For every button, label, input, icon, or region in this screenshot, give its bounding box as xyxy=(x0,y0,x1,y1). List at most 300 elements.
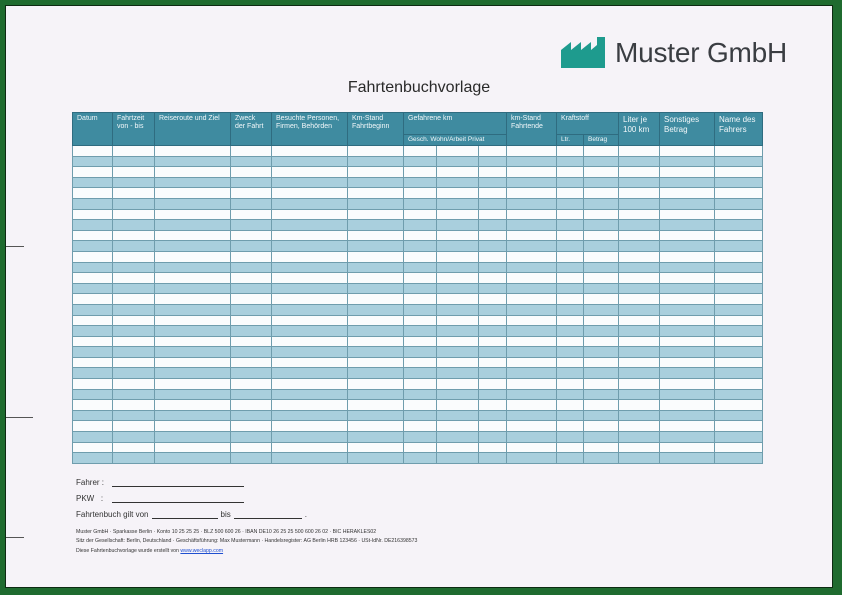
table-cell[interactable] xyxy=(619,209,660,220)
table-cell[interactable] xyxy=(113,251,155,262)
table-cell[interactable] xyxy=(715,304,763,315)
table-cell[interactable] xyxy=(272,357,348,368)
table-cell[interactable] xyxy=(73,379,113,390)
table-cell[interactable] xyxy=(584,326,619,337)
table-cell[interactable] xyxy=(715,336,763,347)
table-cell[interactable] xyxy=(479,336,507,347)
table-cell[interactable] xyxy=(113,379,155,390)
table-cell[interactable] xyxy=(715,230,763,241)
table-cell[interactable] xyxy=(437,251,479,262)
table-cell[interactable] xyxy=(437,177,479,188)
table-cell[interactable] xyxy=(231,251,272,262)
table-cell[interactable] xyxy=(507,379,557,390)
table-cell[interactable] xyxy=(660,357,715,368)
table-cell[interactable] xyxy=(231,347,272,358)
table-cell[interactable] xyxy=(557,315,584,326)
table-cell[interactable] xyxy=(348,389,404,400)
table-cell[interactable] xyxy=(660,283,715,294)
table-cell[interactable] xyxy=(557,209,584,220)
table-cell[interactable] xyxy=(155,146,231,157)
table-cell[interactable] xyxy=(660,294,715,305)
table-cell[interactable] xyxy=(437,410,479,421)
table-cell[interactable] xyxy=(231,357,272,368)
table-cell[interactable] xyxy=(404,251,437,262)
table-cell[interactable] xyxy=(619,442,660,453)
table-cell[interactable] xyxy=(479,156,507,167)
table-cell[interactable] xyxy=(272,421,348,432)
table-cell[interactable] xyxy=(507,241,557,252)
table-cell[interactable] xyxy=(557,389,584,400)
table-cell[interactable] xyxy=(584,241,619,252)
table-cell[interactable] xyxy=(272,304,348,315)
table-cell[interactable] xyxy=(660,315,715,326)
table-cell[interactable] xyxy=(619,432,660,443)
table-cell[interactable] xyxy=(660,432,715,443)
table-cell[interactable] xyxy=(660,347,715,358)
table-cell[interactable] xyxy=(507,198,557,209)
table-cell[interactable] xyxy=(479,146,507,157)
table-cell[interactable] xyxy=(584,230,619,241)
table-cell[interactable] xyxy=(584,410,619,421)
table-cell[interactable] xyxy=(557,188,584,199)
table-cell[interactable] xyxy=(113,146,155,157)
table-cell[interactable] xyxy=(155,304,231,315)
table-cell[interactable] xyxy=(155,209,231,220)
table-cell[interactable] xyxy=(619,357,660,368)
table-cell[interactable] xyxy=(660,421,715,432)
table-cell[interactable] xyxy=(619,198,660,209)
table-cell[interactable] xyxy=(155,198,231,209)
table-cell[interactable] xyxy=(715,283,763,294)
table-cell[interactable] xyxy=(348,241,404,252)
table-cell[interactable] xyxy=(404,326,437,337)
table-cell[interactable] xyxy=(557,400,584,411)
table-cell[interactable] xyxy=(73,453,113,464)
table-cell[interactable] xyxy=(479,432,507,443)
table-cell[interactable] xyxy=(584,188,619,199)
table-cell[interactable] xyxy=(348,410,404,421)
table-cell[interactable] xyxy=(715,453,763,464)
table-cell[interactable] xyxy=(113,188,155,199)
table-cell[interactable] xyxy=(584,368,619,379)
table-cell[interactable] xyxy=(348,220,404,231)
table-cell[interactable] xyxy=(619,304,660,315)
table-cell[interactable] xyxy=(348,198,404,209)
table-cell[interactable] xyxy=(437,357,479,368)
table-cell[interactable] xyxy=(619,273,660,284)
table-cell[interactable] xyxy=(231,315,272,326)
table-cell[interactable] xyxy=(507,262,557,273)
table-cell[interactable] xyxy=(348,326,404,337)
table-cell[interactable] xyxy=(437,389,479,400)
table-cell[interactable] xyxy=(507,432,557,443)
table-cell[interactable] xyxy=(404,315,437,326)
table-cell[interactable] xyxy=(557,294,584,305)
table-cell[interactable] xyxy=(584,442,619,453)
table-cell[interactable] xyxy=(231,156,272,167)
table-cell[interactable] xyxy=(113,156,155,167)
table-cell[interactable] xyxy=(113,400,155,411)
table-cell[interactable] xyxy=(479,368,507,379)
table-cell[interactable] xyxy=(155,368,231,379)
table-cell[interactable] xyxy=(479,230,507,241)
table-cell[interactable] xyxy=(584,294,619,305)
table-cell[interactable] xyxy=(231,304,272,315)
table-cell[interactable] xyxy=(507,315,557,326)
table-cell[interactable] xyxy=(479,442,507,453)
table-cell[interactable] xyxy=(272,230,348,241)
table-cell[interactable] xyxy=(715,188,763,199)
table-cell[interactable] xyxy=(619,410,660,421)
table-cell[interactable] xyxy=(73,442,113,453)
table-cell[interactable] xyxy=(348,251,404,262)
table-cell[interactable] xyxy=(557,442,584,453)
table-cell[interactable] xyxy=(73,156,113,167)
table-cell[interactable] xyxy=(272,453,348,464)
table-cell[interactable] xyxy=(272,273,348,284)
table-cell[interactable] xyxy=(73,389,113,400)
table-cell[interactable] xyxy=(557,368,584,379)
table-cell[interactable] xyxy=(660,453,715,464)
table-cell[interactable] xyxy=(404,146,437,157)
table-cell[interactable] xyxy=(437,294,479,305)
table-cell[interactable] xyxy=(507,146,557,157)
table-cell[interactable] xyxy=(715,209,763,220)
table-cell[interactable] xyxy=(404,198,437,209)
table-cell[interactable] xyxy=(155,220,231,231)
table-cell[interactable] xyxy=(715,167,763,178)
table-cell[interactable] xyxy=(272,379,348,390)
table-cell[interactable] xyxy=(479,220,507,231)
table-cell[interactable] xyxy=(479,209,507,220)
table-cell[interactable] xyxy=(155,230,231,241)
table-cell[interactable] xyxy=(404,209,437,220)
table-cell[interactable] xyxy=(348,421,404,432)
table-cell[interactable] xyxy=(348,336,404,347)
table-cell[interactable] xyxy=(113,315,155,326)
table-cell[interactable] xyxy=(619,167,660,178)
table-cell[interactable] xyxy=(113,442,155,453)
table-cell[interactable] xyxy=(113,336,155,347)
table-cell[interactable] xyxy=(231,198,272,209)
table-cell[interactable] xyxy=(619,230,660,241)
table-cell[interactable] xyxy=(155,188,231,199)
table-cell[interactable] xyxy=(584,432,619,443)
table-cell[interactable] xyxy=(660,262,715,273)
table-cell[interactable] xyxy=(660,410,715,421)
table-cell[interactable] xyxy=(404,442,437,453)
table-cell[interactable] xyxy=(437,315,479,326)
table-cell[interactable] xyxy=(660,251,715,262)
table-cell[interactable] xyxy=(272,315,348,326)
table-cell[interactable] xyxy=(479,410,507,421)
table-cell[interactable] xyxy=(557,156,584,167)
table-cell[interactable] xyxy=(507,251,557,262)
table-cell[interactable] xyxy=(272,209,348,220)
table-cell[interactable] xyxy=(231,389,272,400)
table-cell[interactable] xyxy=(231,294,272,305)
table-cell[interactable] xyxy=(584,421,619,432)
table-cell[interactable] xyxy=(73,209,113,220)
table-cell[interactable] xyxy=(155,357,231,368)
table-cell[interactable] xyxy=(507,209,557,220)
table-cell[interactable] xyxy=(479,326,507,337)
table-cell[interactable] xyxy=(155,262,231,273)
table-cell[interactable] xyxy=(479,273,507,284)
table-cell[interactable] xyxy=(715,326,763,337)
table-cell[interactable] xyxy=(404,421,437,432)
table-cell[interactable] xyxy=(715,347,763,358)
table-cell[interactable] xyxy=(437,379,479,390)
table-cell[interactable] xyxy=(507,294,557,305)
table-cell[interactable] xyxy=(73,241,113,252)
table-cell[interactable] xyxy=(113,294,155,305)
table-cell[interactable] xyxy=(113,262,155,273)
table-cell[interactable] xyxy=(557,379,584,390)
table-cell[interactable] xyxy=(557,167,584,178)
table-cell[interactable] xyxy=(557,177,584,188)
table-cell[interactable] xyxy=(155,347,231,358)
table-cell[interactable] xyxy=(73,273,113,284)
table-cell[interactable] xyxy=(437,421,479,432)
table-cell[interactable] xyxy=(404,357,437,368)
table-cell[interactable] xyxy=(348,368,404,379)
table-cell[interactable] xyxy=(715,442,763,453)
table-cell[interactable] xyxy=(715,315,763,326)
table-cell[interactable] xyxy=(348,230,404,241)
table-cell[interactable] xyxy=(619,368,660,379)
table-cell[interactable] xyxy=(660,156,715,167)
table-cell[interactable] xyxy=(113,453,155,464)
fahrer-line[interactable] xyxy=(112,478,244,487)
table-cell[interactable] xyxy=(404,262,437,273)
table-cell[interactable] xyxy=(507,283,557,294)
table-cell[interactable] xyxy=(437,209,479,220)
table-cell[interactable] xyxy=(73,347,113,358)
table-cell[interactable] xyxy=(113,167,155,178)
table-cell[interactable] xyxy=(479,167,507,178)
table-cell[interactable] xyxy=(715,389,763,400)
table-cell[interactable] xyxy=(715,421,763,432)
table-cell[interactable] xyxy=(272,347,348,358)
table-cell[interactable] xyxy=(507,177,557,188)
table-cell[interactable] xyxy=(113,177,155,188)
table-cell[interactable] xyxy=(155,156,231,167)
table-cell[interactable] xyxy=(619,146,660,157)
table-cell[interactable] xyxy=(348,357,404,368)
table-cell[interactable] xyxy=(437,230,479,241)
table-cell[interactable] xyxy=(715,198,763,209)
table-cell[interactable] xyxy=(507,453,557,464)
table-cell[interactable] xyxy=(507,273,557,284)
table-cell[interactable] xyxy=(155,251,231,262)
table-cell[interactable] xyxy=(584,315,619,326)
table-cell[interactable] xyxy=(507,336,557,347)
table-cell[interactable] xyxy=(73,198,113,209)
table-cell[interactable] xyxy=(507,410,557,421)
table-cell[interactable] xyxy=(231,167,272,178)
table-cell[interactable] xyxy=(404,453,437,464)
table-cell[interactable] xyxy=(619,241,660,252)
table-cell[interactable] xyxy=(479,188,507,199)
table-cell[interactable] xyxy=(155,273,231,284)
table-cell[interactable] xyxy=(557,241,584,252)
table-cell[interactable] xyxy=(557,336,584,347)
table-cell[interactable] xyxy=(404,241,437,252)
table-cell[interactable] xyxy=(479,453,507,464)
table-cell[interactable] xyxy=(231,262,272,273)
table-cell[interactable] xyxy=(660,336,715,347)
table-cell[interactable] xyxy=(584,209,619,220)
table-cell[interactable] xyxy=(113,273,155,284)
table-cell[interactable] xyxy=(660,230,715,241)
table-cell[interactable] xyxy=(660,400,715,411)
pkw-line[interactable] xyxy=(112,494,244,503)
table-cell[interactable] xyxy=(272,156,348,167)
table-cell[interactable] xyxy=(73,336,113,347)
table-cell[interactable] xyxy=(660,273,715,284)
table-cell[interactable] xyxy=(619,220,660,231)
table-cell[interactable] xyxy=(348,167,404,178)
table-cell[interactable] xyxy=(584,262,619,273)
table-cell[interactable] xyxy=(507,389,557,400)
table-cell[interactable] xyxy=(437,220,479,231)
table-cell[interactable] xyxy=(619,156,660,167)
table-cell[interactable] xyxy=(113,368,155,379)
table-cell[interactable] xyxy=(113,389,155,400)
table-cell[interactable] xyxy=(348,442,404,453)
table-cell[interactable] xyxy=(584,400,619,411)
table-cell[interactable] xyxy=(479,294,507,305)
table-cell[interactable] xyxy=(231,273,272,284)
table-cell[interactable] xyxy=(113,209,155,220)
table-cell[interactable] xyxy=(557,273,584,284)
table-cell[interactable] xyxy=(73,421,113,432)
table-cell[interactable] xyxy=(660,326,715,337)
table-cell[interactable] xyxy=(73,410,113,421)
table-cell[interactable] xyxy=(404,347,437,358)
table-cell[interactable] xyxy=(507,326,557,337)
table-cell[interactable] xyxy=(437,156,479,167)
table-cell[interactable] xyxy=(73,230,113,241)
table-cell[interactable] xyxy=(584,304,619,315)
table-cell[interactable] xyxy=(404,273,437,284)
table-cell[interactable] xyxy=(73,167,113,178)
table-cell[interactable] xyxy=(584,357,619,368)
table-cell[interactable] xyxy=(155,177,231,188)
table-cell[interactable] xyxy=(231,410,272,421)
table-cell[interactable] xyxy=(660,442,715,453)
table-cell[interactable] xyxy=(619,251,660,262)
table-cell[interactable] xyxy=(437,347,479,358)
table-cell[interactable] xyxy=(231,209,272,220)
table-cell[interactable] xyxy=(715,273,763,284)
table-cell[interactable] xyxy=(715,241,763,252)
table-cell[interactable] xyxy=(272,410,348,421)
table-cell[interactable] xyxy=(619,326,660,337)
table-cell[interactable] xyxy=(479,241,507,252)
table-cell[interactable] xyxy=(404,177,437,188)
table-cell[interactable] xyxy=(155,241,231,252)
table-cell[interactable] xyxy=(584,198,619,209)
table-cell[interactable] xyxy=(660,188,715,199)
table-cell[interactable] xyxy=(231,336,272,347)
table-cell[interactable] xyxy=(113,410,155,421)
table-cell[interactable] xyxy=(348,379,404,390)
table-cell[interactable] xyxy=(715,220,763,231)
table-cell[interactable] xyxy=(113,230,155,241)
table-cell[interactable] xyxy=(404,294,437,305)
table-cell[interactable] xyxy=(507,304,557,315)
table-cell[interactable] xyxy=(584,146,619,157)
table-cell[interactable] xyxy=(348,262,404,273)
table-cell[interactable] xyxy=(557,326,584,337)
table-cell[interactable] xyxy=(437,146,479,157)
table-cell[interactable] xyxy=(348,156,404,167)
table-cell[interactable] xyxy=(557,262,584,273)
table-cell[interactable] xyxy=(272,336,348,347)
table-cell[interactable] xyxy=(348,283,404,294)
table-cell[interactable] xyxy=(437,432,479,443)
table-cell[interactable] xyxy=(507,220,557,231)
table-cell[interactable] xyxy=(557,421,584,432)
table-cell[interactable] xyxy=(479,421,507,432)
table-cell[interactable] xyxy=(272,146,348,157)
table-cell[interactable] xyxy=(479,389,507,400)
table-cell[interactable] xyxy=(479,347,507,358)
table-cell[interactable] xyxy=(479,400,507,411)
table-cell[interactable] xyxy=(660,368,715,379)
table-cell[interactable] xyxy=(479,357,507,368)
table-cell[interactable] xyxy=(715,379,763,390)
table-cell[interactable] xyxy=(479,315,507,326)
table-cell[interactable] xyxy=(404,432,437,443)
table-cell[interactable] xyxy=(479,283,507,294)
table-cell[interactable] xyxy=(619,389,660,400)
table-cell[interactable] xyxy=(479,251,507,262)
table-cell[interactable] xyxy=(507,347,557,358)
table-cell[interactable] xyxy=(113,326,155,337)
table-cell[interactable] xyxy=(715,410,763,421)
table-cell[interactable] xyxy=(584,283,619,294)
table-cell[interactable] xyxy=(437,453,479,464)
table-cell[interactable] xyxy=(404,230,437,241)
table-cell[interactable] xyxy=(507,421,557,432)
table-cell[interactable] xyxy=(231,177,272,188)
table-cell[interactable] xyxy=(113,220,155,231)
table-cell[interactable] xyxy=(113,432,155,443)
table-cell[interactable] xyxy=(231,220,272,231)
table-cell[interactable] xyxy=(348,146,404,157)
table-cell[interactable] xyxy=(404,283,437,294)
table-cell[interactable] xyxy=(557,230,584,241)
table-cell[interactable] xyxy=(715,357,763,368)
table-cell[interactable] xyxy=(155,283,231,294)
table-cell[interactable] xyxy=(715,294,763,305)
table-cell[interactable] xyxy=(231,241,272,252)
table-cell[interactable] xyxy=(155,432,231,443)
table-cell[interactable] xyxy=(437,368,479,379)
table-cell[interactable] xyxy=(507,188,557,199)
table-cell[interactable] xyxy=(155,410,231,421)
table-cell[interactable] xyxy=(348,209,404,220)
table-cell[interactable] xyxy=(404,156,437,167)
table-cell[interactable] xyxy=(479,379,507,390)
table-cell[interactable] xyxy=(660,304,715,315)
table-cell[interactable] xyxy=(619,400,660,411)
table-cell[interactable] xyxy=(272,389,348,400)
table-cell[interactable] xyxy=(113,198,155,209)
